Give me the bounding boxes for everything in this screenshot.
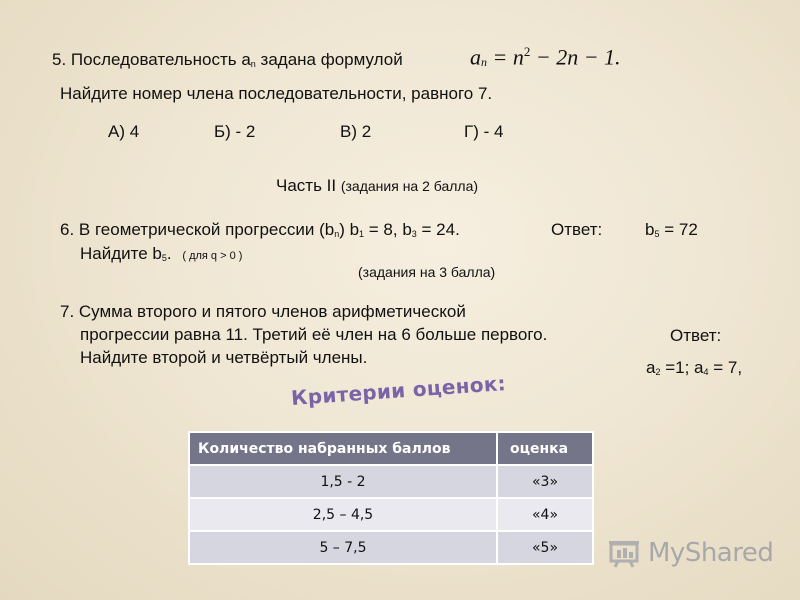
formula-lhs: a [470, 44, 481, 70]
task5-option-a: А) 4 [108, 122, 140, 141]
subscript: 2 [655, 367, 661, 377]
task6-text-d: = 24. [416, 220, 460, 239]
subscript: 1 [359, 229, 365, 239]
task7-answer [646, 358, 742, 380]
table-cell-grade: «3» [497, 465, 593, 498]
formula-rhs-b: − 2n − 1. [530, 44, 621, 70]
subscript: 3 [411, 229, 417, 239]
criteria-heading: Критерии оценок: [290, 371, 507, 410]
task6-q-dot: . [166, 244, 172, 263]
table-header-points: Количество набранных баллов [189, 432, 497, 465]
task5-formula [470, 44, 621, 70]
table-cell-grade: «5» [497, 531, 593, 564]
task5-option-b: Б) - 2 [214, 122, 256, 141]
subscript: 4 [703, 367, 709, 377]
answer-mid: =1; a [660, 358, 704, 377]
task5-question: Найдите номер члена последовательности, равного 7. [60, 84, 493, 103]
answer-value: = 72 [659, 220, 698, 239]
task5-option-d: Г) - 4 [464, 122, 504, 141]
subscript: 5 [161, 253, 167, 263]
task6-text-b: ) b [339, 220, 360, 239]
subscript: n [334, 229, 340, 239]
task6-question [80, 244, 242, 266]
answer-end: = 7, [708, 358, 743, 377]
presentation-board-icon [608, 538, 642, 568]
table-cell-points: 1,5 - 2 [189, 465, 497, 498]
task5-statement [52, 50, 403, 72]
task5-option-c: В) 2 [340, 122, 372, 141]
criteria-table [188, 431, 594, 565]
task5-text-a: 5. Последовательность a [52, 50, 251, 69]
logo-text: MyShared [648, 538, 774, 568]
task6-statement [60, 220, 460, 242]
table-cell-grade: «4» [497, 498, 593, 531]
task6-condition: ( для q > 0 ) [182, 250, 243, 262]
myshared-logo [608, 538, 773, 568]
task7-line2: прогрессии равна 11. Третий её член на 6 больше первого. [80, 325, 548, 344]
task6-answer-label: Ответ: [551, 220, 603, 239]
task7-answer-label: Ответ: [670, 326, 722, 345]
part2-heading [276, 176, 478, 196]
task6-answer [645, 220, 698, 242]
part2-title: Часть II [276, 176, 337, 195]
table-header-grade: оценка [497, 432, 593, 465]
subscript: 5 [654, 229, 660, 239]
part3-note: (задания на 3 балла) [358, 264, 496, 280]
formula-rhs-a: = n [487, 44, 524, 70]
table-row [189, 531, 593, 564]
task6-text-a: 6. В геометрической прогрессии (b [60, 220, 335, 239]
task7-line1: 7. Сумма второго и пятого членов арифметической [60, 302, 466, 321]
task6-text-c: = 8, b [364, 220, 412, 239]
table-cell-points: 5 – 7,5 [189, 531, 497, 564]
subscript: n [250, 59, 256, 69]
table-cell-points: 2,5 – 4,5 [189, 498, 497, 531]
table-header-row [189, 432, 593, 465]
answer-var: a [646, 358, 656, 377]
formula-lhs-sub: n [481, 55, 487, 70]
table-row [189, 465, 593, 498]
task7-line3: Найдите второй и четвёртый члены. [80, 348, 368, 367]
answer-var: b [645, 220, 655, 239]
table-row [189, 498, 593, 531]
formula-exponent: 2 [523, 44, 531, 59]
task6-q-text: Найдите b [80, 244, 162, 263]
part2-note: (задания на 2 балла) [340, 178, 479, 194]
task5-text-b: задана формулой [255, 50, 403, 69]
